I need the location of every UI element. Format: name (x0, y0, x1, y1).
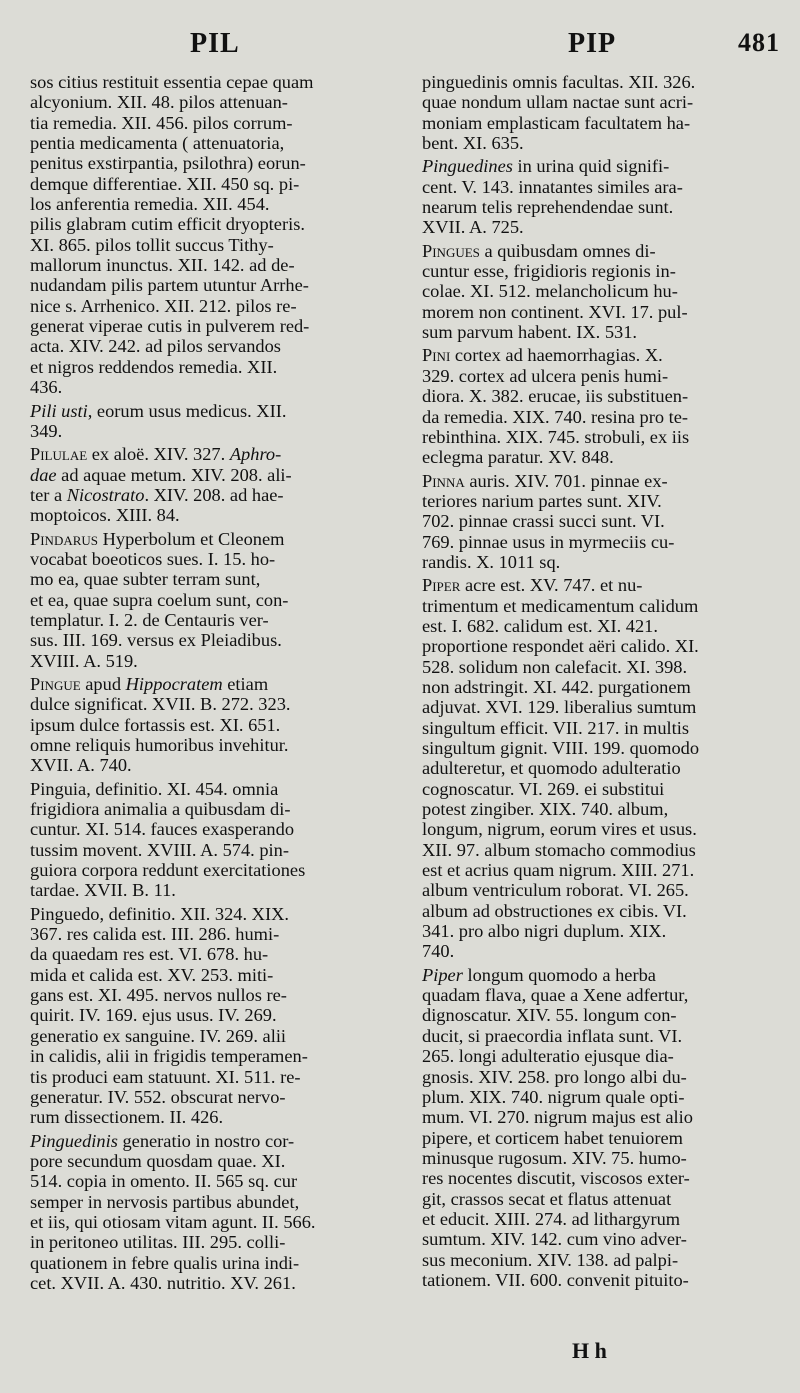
text-line: gans est. XI. 495. nervos nullos re- (30, 985, 287, 1006)
text-line: Pinguedinis generatio in nostro cor- (30, 1130, 295, 1151)
text-line: 769. pinnae usus in myrmeciis cu- (422, 531, 675, 552)
text-line: dignoscatur. XIV. 55. longum con- (422, 1005, 677, 1026)
index-entry (422, 156, 782, 237)
text-line: trimentum et medicamentum calidum (422, 595, 699, 616)
index-entry (30, 674, 390, 776)
text-line: quae nondum ullam nactae sunt acri- (422, 92, 694, 113)
text-line: frigidiora animalia a quibusdam di- (30, 799, 291, 820)
text-line: templatur. I. 2. de Centauris ver- (30, 609, 269, 630)
text-line: 528. solidum non calefacit. XI. 398. (422, 656, 688, 677)
text-line: diora. X. 382. erucae, iis substituen- (422, 386, 689, 407)
header-left-catchword: PIL (190, 28, 240, 59)
text-line: ter a Nicostrato. XIV. 208. ad hae- (30, 484, 284, 505)
text-line: pore secundum quosdam quae. XI. (30, 1150, 286, 1171)
text-line: in calidis, alii in frigidis temperamen- (30, 1046, 308, 1067)
text-line: demque differentiae. XII. 450 sq. pi- (30, 173, 300, 194)
text-line: mida et calida est. XV. 253. miti- (30, 964, 274, 985)
text-line: cuntur esse, frigidioris regionis in- (422, 261, 676, 282)
text-line: et nigros reddendos remedia. XII. (30, 356, 278, 377)
right-column (422, 72, 782, 1293)
text-line: 329. cortex ad ulcera penis humi- (422, 365, 669, 386)
text-line: XVIII. A. 519. (30, 650, 138, 671)
text-line: Pinguedo, definitio. XII. 324. XIX. (30, 903, 289, 924)
text-line: tis produci eam statuunt. XI. 511. re- (30, 1066, 301, 1087)
text-line: 514. copia in omento. II. 565 sq. cur (30, 1171, 298, 1192)
text-line: XI. 865. pilos tollit succus Tithy- (30, 234, 274, 255)
text-line: pentia medicamenta ( attenuatoria, (30, 133, 285, 154)
text-line: randis. X. 1011 sq. (422, 551, 561, 572)
text-line: moptoicos. XIII. 84. (30, 505, 180, 526)
index-entry (30, 529, 390, 671)
text-line: XVII. A. 725. (422, 217, 524, 238)
text-line: Pini cortex ad haemorrhagias. X. (422, 345, 663, 366)
text-line: tia remedia. XII. 456. pilos corrum- (30, 112, 293, 133)
index-entry (422, 72, 782, 153)
text-line: cuntur. XI. 514. fauces exasperando (30, 819, 295, 840)
index-entry (30, 401, 390, 442)
text-line: los anferentia remedia. XII. 454. (30, 194, 270, 215)
text-line: git, crassos secat et flatus attenuat (422, 1188, 672, 1209)
text-line: quationem in febre qualis urina indi- (30, 1252, 300, 1273)
text-line: da remedia. XIX. 740. resina pro te- (422, 406, 689, 427)
text-line: dulce significat. XVII. B. 272. 323. (30, 694, 291, 715)
text-line: 702. pinnae crassi succi sunt. VI. (422, 511, 665, 532)
text-line: longum, nigrum, eorum vires et usus. (422, 819, 697, 840)
text-line: pinguedinis omnis facultas. XII. 326. (422, 72, 696, 92)
text-line: 349. (30, 420, 63, 441)
text-line: moniam emplasticam facultatem ha- (422, 112, 691, 133)
text-line: et educit. XIII. 274. ad lithargyrum (422, 1208, 681, 1229)
header-right-catchword: PIP (568, 28, 617, 59)
text-line: Pinguedines in urina quid signifi- (422, 156, 670, 177)
text-line: vocabat boeoticos sues. I. 15. ho- (30, 548, 276, 569)
text-line: sos citius restituit essentia cepae quam (30, 72, 314, 92)
text-line: minusque rugosum. XIV. 75. humo- (422, 1147, 687, 1168)
text-line: tationem. VII. 600. convenit pituito- (422, 1269, 689, 1290)
text-line: XVII. A. 740. (30, 755, 132, 776)
text-line: sus. III. 169. versus ex Pleiadibus. (30, 630, 282, 651)
index-entry (30, 779, 390, 901)
text-line: nice s. Arrhenico. XII. 212. pilos re- (30, 295, 297, 316)
text-line: album ad obstructiones ex cibis. VI. (422, 900, 687, 921)
text-line: cognoscatur. VI. 269. ei substitui (422, 778, 665, 799)
text-line: 341. pro albo nigri duplum. XIX. (422, 921, 667, 942)
text-line: Pilulae ex aloë. XIV. 327. Aphro- (30, 444, 282, 465)
text-line: XII. 97. album stomacho commodius (422, 839, 696, 860)
text-line: non adstringit. XI. 442. purgationem (422, 676, 691, 697)
text-line: 740. (422, 941, 455, 962)
index-entry (422, 575, 782, 962)
text-line: singultum efficit. VII. 217. in multis (422, 717, 689, 738)
text-line: Pingue apud Hippocratem etiam (30, 673, 269, 694)
text-line: quirit. IV. 169. ejus usus. IV. 269. (30, 1005, 277, 1026)
index-entry (30, 444, 390, 525)
text-line: mo ea, quae subter terram sunt, (30, 569, 261, 590)
index-entry (422, 965, 782, 1291)
text-line: pilis glabram cutim efficit dryopteris. (30, 214, 305, 235)
text-line: dae ad aquae metum. XIV. 208. ali- (30, 464, 292, 485)
text-line: generatur. IV. 552. obscurat nervo- (30, 1086, 286, 1107)
index-entry (422, 241, 782, 343)
text-line: nearum telis reprehendendae sunt. (422, 197, 674, 218)
text-line: ducit, si praecordia inflata sunt. VI. (422, 1025, 683, 1046)
text-line: adjuvat. XVI. 129. liberalius sumtum (422, 697, 697, 718)
text-line: Pinguia, definitio. XI. 454. omnia (30, 778, 279, 799)
text-line: est et acrius quam nigrum. XIII. 271. (422, 860, 695, 881)
running-header (30, 28, 782, 72)
text-line: guiora corpora reddunt exercitationes (30, 860, 306, 881)
text-line: 265. longi adulteratio ejusque dia- (422, 1046, 674, 1067)
text-line: eclegma paratur. XV. 848. (422, 447, 614, 468)
text-line: cet. XVII. A. 430. nutritio. XV. 261. (30, 1272, 296, 1293)
index-entry (422, 471, 782, 573)
text-line: pipere, et corticem habet tenuiorem (422, 1127, 683, 1148)
left-column (30, 72, 390, 1293)
text-line: Pindarus Hyperbolum et Cleonem (30, 528, 285, 549)
text-line: et iis, qui otiosam vitam agunt. II. 566. (30, 1211, 316, 1232)
index-entry (422, 345, 782, 467)
page-number: 481 (738, 28, 780, 57)
text-line: generat viperae cutis in pulverem red- (30, 316, 310, 337)
text-line: est. I. 682. calidum est. XI. 421. (422, 615, 658, 636)
text-line: 436. (30, 377, 63, 398)
text-line: Piper acre est. XV. 747. et nu- (422, 575, 643, 596)
text-line: tardae. XVII. B. 11. (30, 880, 176, 901)
text-line: generatio ex sanguine. IV. 269. alii (30, 1025, 287, 1046)
text-line: sus meconium. XIV. 138. ad palpi- (422, 1249, 679, 1270)
text-line: mallorum inunctus. XII. 142. ad de- (30, 255, 295, 276)
text-line: tussim movent. XVIII. A. 574. pin- (30, 839, 289, 860)
text-line: morem non continent. XVI. 17. pul- (422, 301, 688, 322)
text-line: res nocentes discutit, viscosos exter- (422, 1168, 690, 1189)
text-line: rebinthina. XIX. 745. strobuli, ex iis (422, 426, 690, 447)
text-line: Pingues a quibusdam omnes di- (422, 240, 656, 261)
text-line: adulteretur, et quomodo adulteratio (422, 758, 681, 779)
text-line: teriores narium partes sunt. XIV. (422, 490, 662, 511)
text-line: rum dissectionem. II. 426. (30, 1107, 224, 1128)
text-line: ipsum dulce fortassis est. XI. 651. (30, 714, 281, 735)
text-line: omne reliquis humoribus invehitur. (30, 735, 289, 755)
text-line: potest zingiber. XIX. 740. album, (422, 799, 669, 820)
text-line: quadam flava, quae a Xene adfertur, (422, 985, 689, 1006)
text-line: Piper longum quomodo a herba (422, 964, 656, 985)
text-line: colae. XI. 512. melancholicum hu- (422, 281, 678, 302)
text-line: da quaedam res est. VI. 678. hu- (30, 944, 269, 965)
text-line: acta. XIV. 242. ad pilos servandos (30, 336, 281, 357)
text-line: sumtum. XIV. 142. cum vino adver- (422, 1229, 687, 1250)
text-line: sum parvum habent. IX. 531. (422, 322, 638, 343)
text-line: 367. res calida est. III. 286. humi- (30, 924, 280, 945)
text-line: nudandam pilis partem utuntur Arrhe- (30, 275, 309, 296)
signature-mark: H h (572, 1338, 607, 1363)
text-line: gnosis. XIV. 258. pro longo albi du- (422, 1066, 687, 1087)
text-line: cent. V. 143. innatantes similes ara- (422, 176, 683, 197)
text-line: Pinna auris. XIV. 701. pinnae ex- (422, 470, 668, 491)
text-line: penitus exstirpantia, psilothra) eorun- (30, 153, 306, 174)
text-line: proportione respondet aëri calido. XI. (422, 636, 699, 657)
index-entry (30, 1131, 390, 1294)
text-line: bent. XI. 635. (422, 133, 524, 154)
text-columns (30, 72, 782, 1293)
text-line: plum. XIX. 740. nigrum quale opti- (422, 1086, 685, 1107)
text-line: alcyonium. XII. 48. pilos attenuan- (30, 92, 288, 113)
index-entry (30, 72, 390, 398)
text-line: mum. VI. 270. nigrum majus est alio (422, 1107, 693, 1128)
text-line: in peritoneo utilitas. III. 295. colli- (30, 1232, 286, 1253)
text-line: album ventriculum roborat. VI. 265. (422, 880, 689, 901)
text-line: semper in nervosis partibus abundet, (30, 1191, 300, 1212)
text-line: singultum gignit. VIII. 199. quomodo (422, 738, 700, 758)
index-entry (30, 904, 390, 1128)
text-line: Pili usti, eorum usus medicus. XII. (30, 400, 287, 421)
text-line: et ea, quae supra coelum sunt, con- (30, 589, 289, 610)
